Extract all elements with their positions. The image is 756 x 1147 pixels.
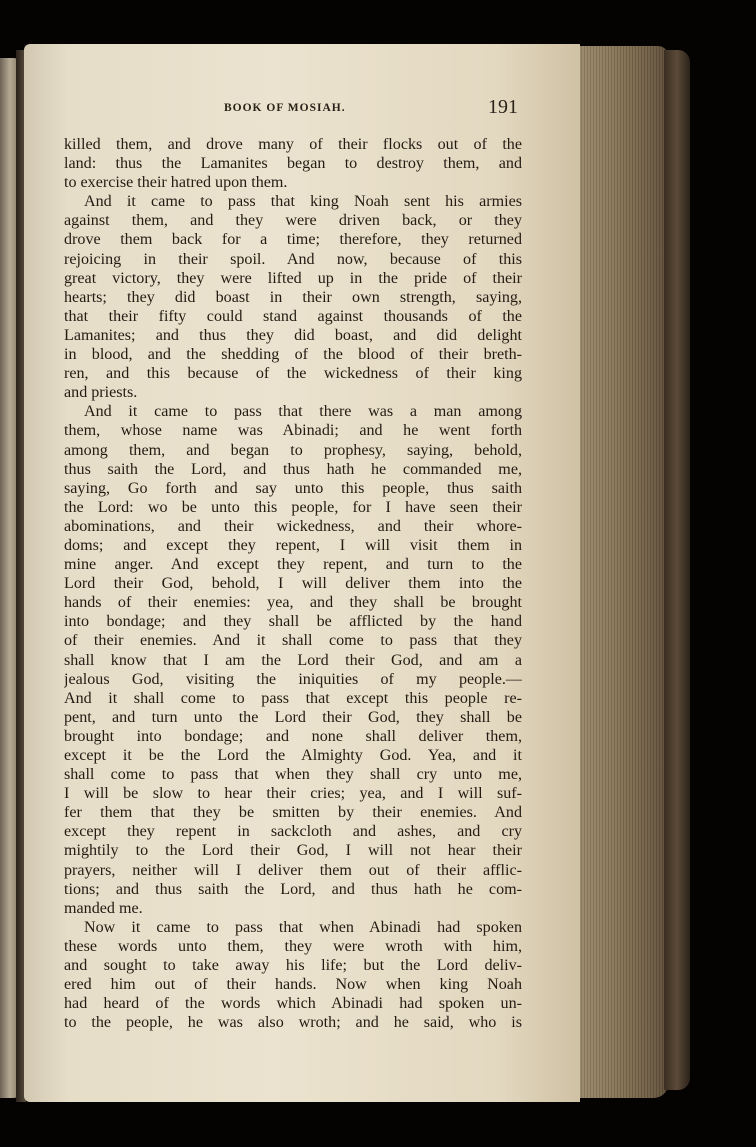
text-line: tions; and thus saith the Lord, and thus hath he com- bbox=[64, 880, 522, 898]
running-head bbox=[62, 96, 522, 122]
text-line: thus saith the Lord, and thus hath he commanded me, bbox=[64, 460, 522, 478]
text-line: hearts; they did boast in their own strength, saying, bbox=[64, 288, 522, 306]
text-line: prayers, neither will I deliver them out of their afflic- bbox=[64, 861, 522, 879]
text-line: ered him out of their hands. Now when king Noah bbox=[64, 976, 522, 994]
text-line: that their fifty could stand against thousands of the bbox=[64, 307, 522, 325]
text-line: killed them, and drove many of their flocks out of the bbox=[64, 136, 522, 153]
text-line: jealous God, visiting the iniquities of my people.— bbox=[64, 670, 522, 688]
text-line: shall come to pass that when they shall cry unto me, bbox=[64, 766, 522, 784]
text-line: the Lord: wo be unto this people, for I have seen their bbox=[64, 498, 522, 516]
text-line: And it came to pass that there was a man among bbox=[84, 403, 522, 421]
text-line: brought into bondage; and none shall deliver them, bbox=[64, 727, 522, 745]
text-line: among them, and began to prophesy, saying, behold, bbox=[64, 441, 522, 459]
text-line: had heard of the words which Abinadi had spoken un- bbox=[64, 995, 522, 1013]
text-line: pent, and turn unto the Lord their God, they shall be bbox=[64, 708, 522, 726]
text-line: mine anger. And except they repent, and turn to the bbox=[64, 556, 522, 574]
text-line: mightily to the Lord their God, I will not hear their bbox=[64, 842, 522, 860]
text-line: and sought to take away his life; but the Lord deliv- bbox=[64, 957, 522, 975]
text-line: to exercise their hatred upon them. bbox=[64, 174, 288, 192]
text-line: doms; and except they repent, I will visit them in bbox=[64, 536, 522, 554]
text-line: hands of their enemies: yea, and they shall be brought bbox=[64, 594, 522, 612]
page-number: 191 bbox=[488, 96, 518, 118]
text-line: except it be the Lord the Almighty God. Yea, and it bbox=[64, 747, 522, 764]
text-line: manded me. bbox=[64, 899, 143, 917]
text-line: and priests. bbox=[64, 384, 138, 402]
text-line: Lamanites; and thus they did boast, and did delight bbox=[64, 326, 522, 344]
text-line: ren, and this because of the wickedness of their king bbox=[64, 365, 522, 383]
text-line: these words unto them, they were wroth with him, bbox=[64, 937, 522, 955]
text-line: shall know that I am the Lord their God, and am a bbox=[64, 651, 522, 669]
text-line: drove them back for a time; therefore, they returned bbox=[64, 231, 522, 249]
text-line: Lord their God, behold, I will deliver them into the bbox=[64, 575, 522, 593]
text-line: fer them that they be smitten by their enemies. And bbox=[64, 804, 522, 822]
text-line: land: thus the Lamanites began to destroy them, and bbox=[64, 155, 522, 173]
text-line: Now it came to pass that when Abinadi had spoken bbox=[84, 918, 522, 936]
page-block-edges bbox=[572, 46, 668, 1098]
text-line: in blood, and the shedding of the blood of their breth- bbox=[64, 346, 522, 364]
body-text bbox=[64, 135, 522, 1032]
text-line: against them, and they were driven back, or they bbox=[64, 212, 522, 230]
text-line: abominations, and their wickedness, and their whore- bbox=[64, 517, 522, 535]
text-line: I will be slow to hear their cries; yea, and I will suf- bbox=[64, 785, 522, 803]
text-line: And it came to pass that king Noah sent his armies bbox=[84, 193, 522, 211]
text-line: into bondage; and they shall be afflicted by the hand bbox=[64, 613, 522, 631]
text-line: rejoicing in their spoil. And now, because of this bbox=[64, 250, 522, 268]
book-cover-edge bbox=[664, 50, 690, 1090]
running-title: BOOK OF MOSIAH. bbox=[224, 102, 346, 114]
text-line: saying, Go forth and say unto this people, thus saith bbox=[64, 479, 522, 497]
text-line: And it shall come to pass that except this people re- bbox=[64, 689, 522, 707]
text-line: great victory, they were lifted up in the pride of their bbox=[64, 269, 522, 287]
text-line: them, whose name was Abinadi; and he went forth bbox=[64, 422, 522, 440]
text-line: to the people, he was also wroth; and he said, who is bbox=[64, 1014, 522, 1032]
text-line: of their enemies. And it shall come to pass that they bbox=[64, 632, 522, 650]
text-line: except they repent in sackcloth and ashes, and cry bbox=[64, 823, 522, 841]
